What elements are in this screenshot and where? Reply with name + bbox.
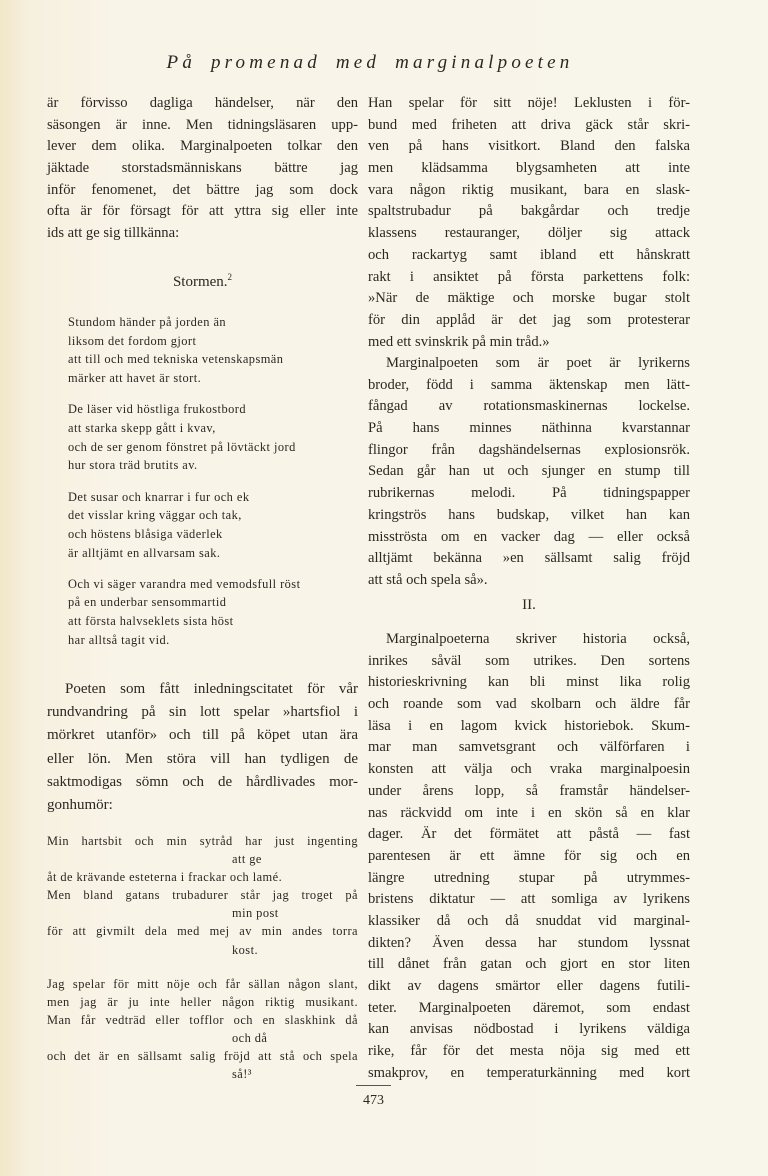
text-line: säsongen är inne. Men tidningsläsaren upp- [47, 116, 358, 133]
paragraph [47, 93, 358, 245]
text-line: jäktade storstadsmänniskans bättre jag [47, 160, 358, 177]
text-line: rakt i ansiktet på första parkettens folk: [368, 268, 690, 285]
page-number: 473 [363, 1093, 384, 1108]
text-line: nas räckvidd om inte i en skön så en klar [368, 804, 690, 821]
text-line: och rackartyg samt ibland ett hånskratt [368, 246, 690, 263]
text-line: flingor från dagshändelsernas explosionsrök. [368, 441, 690, 458]
text-line: »När de mäktige och morske bugar stolt [368, 290, 690, 307]
verse-line: men jag är ju inte heller någon riktig musikant. [47, 994, 358, 1009]
text-line: läsa i en lagom kvick historiebok. Skum- [368, 717, 690, 734]
text-line: misströsta om en vacker dag — eller också [368, 528, 690, 545]
verse-line: på en underbar sensommartid [68, 595, 227, 610]
verse-line: Men bland gatans trubadurer står jag troget på [47, 888, 358, 903]
text-line: till dånet från gatan och gjort en stor liten [368, 956, 690, 973]
stanza [68, 575, 379, 650]
paragraph [368, 93, 690, 353]
paragraph [47, 678, 358, 817]
verse-line: och det är en sällsamt salig fröjd att stå och spela [47, 1049, 358, 1064]
text-line: fångad av rotationsmaskinernas lockelse. [368, 398, 690, 415]
verse-line: så!³ [232, 1067, 252, 1082]
text-line: Marginalpoeten som är poet är lyrikerns [386, 355, 690, 371]
text-line: Han spelar för sitt nöje! Leklusten i för- [368, 95, 690, 111]
text-line: rike, får för det mesta nöja sig med ett [368, 1043, 690, 1060]
verse-line: att till och med tekniska vetenskapsmän [68, 352, 284, 367]
text-line: historieskrivning kan bli minst lika rolig [368, 674, 690, 691]
verse-line: Min hartsbit och min sytråd har just ingenting [47, 834, 358, 848]
verse-line: min post [232, 906, 279, 921]
text-line: och roande som vad skolbarn och äldre får [368, 696, 690, 713]
paragraph [368, 629, 690, 1084]
verse-line: Man får vedträd eller tofflor och en slaskhink då [47, 1012, 358, 1027]
verse-line: Stundom händer på jorden än [68, 315, 227, 329]
stanza [47, 975, 358, 1084]
text-line: ofta är för försagt för att yttra sig eller inte [47, 203, 358, 220]
verse-line: märker att havet är stort. [68, 371, 202, 386]
stanza [68, 488, 379, 563]
section-heading: II. [522, 597, 536, 613]
text-line: saktmodigas sömn och de hårdlivades mor- [47, 773, 358, 790]
text-line: rundvandring på sin lott spelar »hartsfiol i [47, 704, 358, 721]
footnote-marker: 2 [227, 272, 233, 282]
verse-line: har alltså tagit vid. [68, 632, 170, 647]
text-line: smakprov, en temperaturkänning med kort [368, 1064, 690, 1081]
text-line: teter. Marginalpoeten däremot, som endast [368, 999, 690, 1016]
text-line: kringströs hans budskap, vilket han kan [368, 506, 690, 523]
verse-line: för att givmilt dela med mej av min andes torra [47, 924, 358, 939]
text-line: är förvisso dagliga händelser, när den [47, 95, 358, 111]
stanza [47, 832, 358, 959]
text-line: bristens diktatur — att somliga av lyrikens [368, 891, 690, 908]
text-line: mar man samvetsgrant och välförfaren i [368, 739, 690, 756]
text-line: gonhumör: [47, 796, 113, 813]
text-line: vara någon riktig musikant, bara en slask- [368, 181, 690, 198]
text-line: under årens lopp, så framstår händelser- [368, 782, 690, 799]
verse-line: och höstens blåsiga väderlek [68, 526, 223, 541]
paragraph [368, 353, 690, 592]
text-line: alltjämt bekänna »en sällsamt salig fröjd [368, 550, 690, 567]
running-header: På promenad med marginalpoeten [166, 52, 574, 73]
text-line: spaltstrubadur på bakgårdar och tredje [368, 203, 690, 220]
text-line: inrikes såväl som utrikes. Den sortens [368, 652, 690, 669]
verse-line: att ge [232, 852, 262, 867]
stanza [68, 313, 379, 388]
text-line: ven på hans visitkort. Bland den falska [368, 138, 690, 155]
text-line: ids att ge sig tillkänna: [47, 225, 180, 242]
text-line: På hans minnes näthinna kvarstannar [368, 420, 690, 437]
verse-line: och då [232, 1030, 268, 1045]
verse-line: Det susar och knarrar i fur och ek [68, 489, 250, 504]
verse-line: åt de krävande esteterna i frackar och lamé. [47, 870, 283, 885]
poem-stormen [68, 313, 379, 662]
text-line: klassens restauranger, döljer sig attack [368, 225, 690, 242]
text-line: inför fenomenet, det bättre jag som dock [47, 181, 358, 198]
verse-line: Jag spelar för mitt nöje och får sällan någon slant, [47, 976, 358, 991]
verse-line: det visslar kring väggar och tak, [68, 508, 242, 523]
text-line: eller lön. Men störa vill han tydligen de [47, 750, 358, 767]
text-line: för din applåd är det jag som protesterar [368, 311, 690, 328]
text-line: dager. Är det förmätet att påstå — fast [368, 826, 690, 843]
text-line: mörkret utanför» och till på köpet utan ära [47, 727, 358, 744]
text-line: lever dem olika. Marginalpoeten tolkar den [47, 138, 358, 155]
text-line: konsten att välja och vraka marginalpoesin [368, 761, 690, 778]
poem-quote [47, 832, 358, 1099]
verse-line: De läser vid höstliga frukostbord [68, 402, 246, 417]
verse-line: liksom det fordom gjort [68, 333, 197, 348]
verse-line: att starka skepp gått i kvav, [68, 420, 216, 435]
text-line: längre utredning stupar på utrymmes- [368, 869, 690, 886]
verse-line: Och vi säger varandra med vemodsfull röst [68, 576, 301, 591]
text-line: dikt av dagens smärtor eller dagens futili- [368, 978, 690, 994]
text-line: rubrikernas melodi. På tidningspapper [368, 485, 690, 502]
verse-line: och de ser genom fönstret på lövtäckt jord [68, 439, 296, 454]
text-line: men klädsamma blygsamheten att inte [368, 160, 690, 177]
verse-line: att första halvseklets sista höst [68, 614, 234, 629]
verse-line: är alltjämt en allvarsam sak. [68, 545, 221, 560]
text-line: Sedan går han ut och sjunger en stump till [368, 463, 690, 480]
footer-rule [356, 1085, 391, 1086]
text-line: med ett svinskrik på min tråd.» [368, 333, 550, 350]
stanza [68, 400, 379, 475]
verse-line: kost. [232, 942, 259, 957]
text-line: Marginalpoeterna skriver historia också, [386, 631, 690, 647]
poem-title [47, 274, 358, 291]
poem-title-text: Stormen. [172, 274, 228, 290]
text-line: Poeten som fått inledningscitatet för vår [65, 681, 358, 697]
text-line: kan anvisas nödbostad i lyrikens väldiga [368, 1021, 690, 1038]
text-line: dikten? Även dessa har stundom lyssnat [368, 934, 690, 951]
text-line: bund med friheten att driva gäck står skri- [368, 116, 690, 133]
text-line: broder, född i samma äktenskap men lätt- [368, 376, 690, 393]
text-line: klassiker då och då snuddat vid marginal- [368, 912, 690, 929]
text-line: att stå och spela så». [368, 571, 488, 588]
text-line: parentesen är ett ämne för sig och en [368, 847, 690, 864]
verse-line: hur stora träd brutits av. [68, 458, 198, 473]
